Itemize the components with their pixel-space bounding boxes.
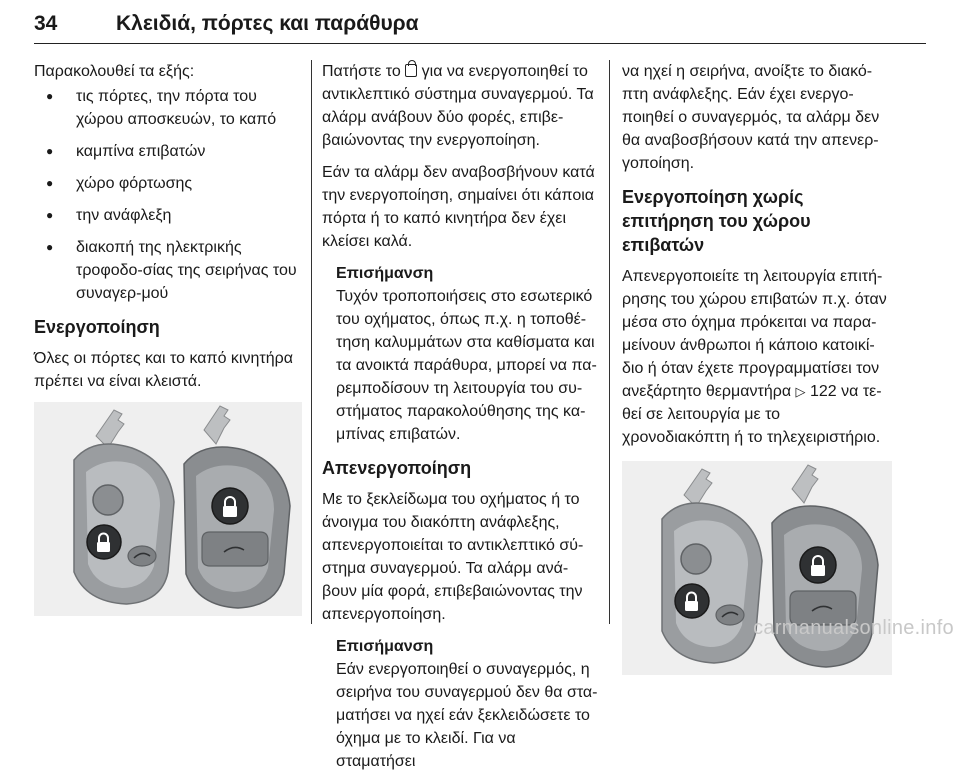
chapter-title: Κλειδιά, πόρτες και παράθυρα xyxy=(116,12,419,35)
note-text: Εάν ενεργοποιηθεί ο συναγερμός, η σειρήνα του συναγερμού δεν θα στα-ματήσει να ηχεί εάν ξεκλειδώσετε το όχημα με το κλειδί. Για να σταματήσει xyxy=(336,661,598,770)
list-item: ● την ανάφλεξη xyxy=(34,204,302,227)
column-2 xyxy=(322,60,598,782)
siren-continued-text: να ηχεί η σειρήνα, ανοίξτε το διακό-πτη ανάφλεξης. Εάν έχει ενεργο-ποιηθεί ο συναγερμός, τα αλάρμ δεν θα αναβοσβήσουν κατά την απενερ-γοποίηση. xyxy=(622,63,880,172)
key-fob-illustration xyxy=(34,402,302,616)
list-item: ● διακοπή της ηλεκτρικής τροφοδο-σίας της σειρήνας του συναγερ-μού xyxy=(34,236,302,305)
activation-text: Όλες οι πόρτες και το καπό κινητήρα πρέπει να είναι κλειστά. xyxy=(34,350,293,390)
lock-icon xyxy=(405,64,417,77)
activation-instruction xyxy=(322,60,598,152)
note-box xyxy=(322,262,598,446)
column-divider xyxy=(609,60,610,624)
instruction-text-end: για να ενεργοποιηθεί το αντικλεπτικό σύστημα συναγερμού. Τα αλάρμ ανάβουν δύο φορές, επιβε-βαιώνοντας την ενεργοποίηση. xyxy=(322,63,594,149)
key-fob-illustration xyxy=(622,461,892,675)
column-1 xyxy=(34,60,302,616)
no-monitoring-text-start: Απενεργοποιείτε τη λειτουργία επιτή-ρησης του χώρου επιβατών π.χ. όταν μέσα στο όχημα πρόκειται να παρα-μείνουν άνθρωποι ή κάποιο κατοικί-διο ή όταν έχετε προγραμματίσει τον ανεξάρτητο θερμαντήρα xyxy=(622,268,887,400)
page-header xyxy=(34,0,926,44)
monitored-list xyxy=(34,85,302,305)
note-title: Επισήμανση xyxy=(336,638,434,655)
note-text: Τυχόν τροποποιήσεις στο εσωτερικό του οχήματος, όπως π.χ. η τοποθέ-τηση καλυμμάτων στα καθίσματα και τα ανοικτά παράθυρα, μπορεί να πα-ρεμποδίσουν τη λειτουργία του συ-στήματος παρακολούθησης της κα-μπίνας επιβατών. xyxy=(336,288,597,443)
no-monitoring-text-end: να τε-θεί σε λειτουργία με το χρονοδιακόπτη ή το τηλεχειριστήριο. xyxy=(622,383,882,446)
deactivation-text: Με το ξεκλείδωμα του οχήματος ή το άνοιγμα του διακόπτη ανάφλεξης, απενεργοποιείται το αντικλεπτικό σύ-στημα συναγερμού. Τα αλάρμ ανά-βουν μία φορά, επιβεβαιώνοντας την απενεργοποίηση. xyxy=(322,491,584,623)
note-box xyxy=(322,635,598,773)
no-monitoring-text xyxy=(622,265,892,449)
list-item: ● τις πόρτες, την πόρτα του χώρου αποσκευών, το καπό xyxy=(34,85,302,131)
note-title: Επισήμανση xyxy=(336,265,434,282)
section-heading-no-monitoring: Ενεργοποίηση χωρίς επιτήρηση του χώρου επιβατών xyxy=(622,187,811,255)
list-item: ● χώρο φόρτωσης xyxy=(34,172,302,195)
section-heading-activation: Ενεργοποίηση xyxy=(34,317,160,337)
column-divider xyxy=(311,60,312,624)
section-heading-deactivation: Απενεργοποίηση xyxy=(322,458,472,478)
alarm-fail-text: Εάν τα αλάρμ δεν αναβοσβήνουν κατά την ενεργοποίηση, σημαίνει ότι κάποια πόρτα ή το καπό κινητήρα δεν έχει κλείσει καλά. xyxy=(322,164,595,250)
list-item: ● καμπίνα επιβατών xyxy=(34,140,302,163)
watermark: carmanualsonline.info xyxy=(753,617,954,639)
column-3 xyxy=(622,60,892,675)
page-number: 34 xyxy=(34,12,58,35)
intro-text: Παρακολουθεί τα εξής: xyxy=(34,63,195,80)
arrow-right-icon: ▷ xyxy=(795,384,806,399)
instruction-text-start: Πατήστε το xyxy=(322,63,406,80)
page-reference[interactable]: 122 xyxy=(809,383,837,400)
